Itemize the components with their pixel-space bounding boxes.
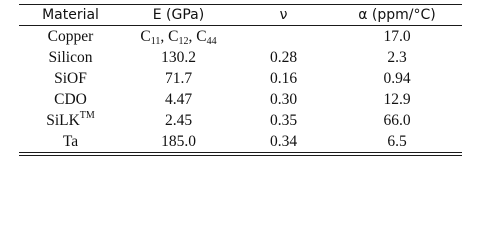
material-cell: Ta xyxy=(62,133,79,150)
material-cell: SiOF xyxy=(54,70,87,87)
alpha-cell: 66.0 xyxy=(383,112,411,129)
poisson-cell: 0.28 xyxy=(269,49,298,66)
table-row xyxy=(19,26,462,47)
table-row xyxy=(19,47,462,68)
properties-table xyxy=(19,5,462,25)
alpha-cell: 12.9 xyxy=(383,91,411,108)
poisson-cell: 0.30 xyxy=(269,91,298,108)
material-name: SiLK xyxy=(46,112,80,129)
poisson-cell: 0.16 xyxy=(269,70,298,87)
poisson-cell: 0.34 xyxy=(269,133,298,150)
stiffness-constant: $C_{12}$ xyxy=(168,28,189,47)
material-cell: Silicon xyxy=(48,49,93,66)
stiffness-constant: $C_{44}$ xyxy=(196,28,217,47)
modulus-cell: 130.2 xyxy=(161,49,196,66)
bottom-rule xyxy=(19,152,462,156)
material-cell xyxy=(19,110,122,131)
properties-body-table xyxy=(19,26,462,152)
material-cell: CDO xyxy=(54,91,87,108)
alpha-cell: 6.5 xyxy=(387,133,407,150)
table-row xyxy=(19,68,462,89)
modulus-cell: 4.47 xyxy=(164,91,193,108)
material-properties-table xyxy=(19,4,462,156)
poisson-cell xyxy=(235,26,332,47)
modulus-cell: 185.0 xyxy=(161,133,196,150)
trademark-mark: TM xyxy=(79,110,95,121)
table-row xyxy=(19,131,462,152)
modulus-cell: 2.45 xyxy=(164,112,193,129)
poisson-cell: 0.35 xyxy=(269,112,298,129)
header-youngs-modulus: E (GPa) xyxy=(152,7,205,23)
table-row xyxy=(19,110,462,131)
modulus-cell: $C_{11}$, $C_{12}$, $C_{44}$ xyxy=(140,28,217,47)
stiffness-index: 44 xyxy=(206,36,217,47)
alpha-cell: 17.0 xyxy=(383,28,411,45)
material-cell: Copper xyxy=(47,28,94,45)
alpha-cell: 2.3 xyxy=(387,49,407,66)
header-thermal-expansion: α (ppm/°C) xyxy=(358,7,436,23)
alpha-cell: 0.94 xyxy=(383,70,411,87)
stiffness-index: 12 xyxy=(178,36,189,47)
modulus-cell: 71.7 xyxy=(164,70,193,87)
stiffness-constant: $C_{11}$ xyxy=(140,28,161,47)
header-material: Material xyxy=(42,7,99,23)
table-row xyxy=(19,89,462,110)
header-row xyxy=(19,5,462,25)
stiffness-index: 11 xyxy=(150,36,161,47)
header-poisson-ratio: ν xyxy=(279,7,288,23)
